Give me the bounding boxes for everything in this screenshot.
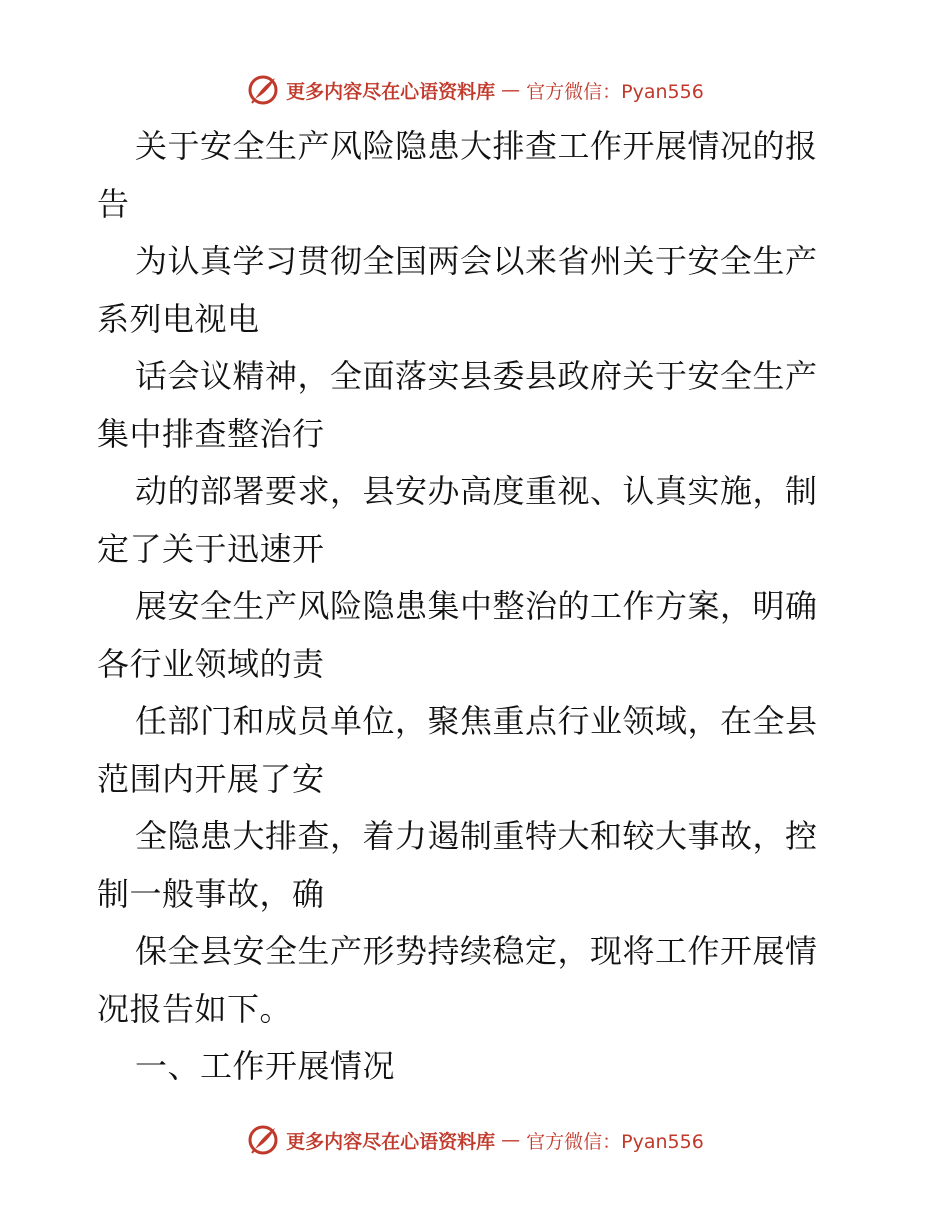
paragraph-line: 制一般事故，确 [97, 874, 325, 913]
feather-pen-circle-icon [246, 1123, 280, 1157]
watermark-site-text: 更多内容尽在心语资料库 [286, 80, 496, 103]
paragraph-line: 任部门和成员单位，聚焦重点行业领域，在全县 [135, 702, 818, 740]
paragraph-line: 系列电视电 [97, 299, 260, 338]
paragraph-line: 范围内开展了安 [97, 759, 325, 798]
paragraph-line: 保全县安全生产形势持续稳定，现将工作开展情 [135, 932, 818, 970]
title-line-2: 告 [97, 184, 130, 223]
paragraph-line: 集中排查整治行 [97, 414, 325, 453]
paragraph-line: 各行业领域的责 [97, 644, 325, 683]
section-heading: 一、工作开展情况 [135, 1047, 396, 1085]
paragraph-line: 动的部署要求，县安办高度重视、认真实施，制 [135, 472, 818, 510]
paragraph-line: 话会议精神，全面落实县委县政府关于安全生产 [135, 357, 818, 395]
document-body [97, 118, 857, 1096]
paragraph-line: 展安全生产风险隐患集中整治的工作方案，明确 [135, 587, 818, 625]
header-watermark [0, 70, 950, 110]
watermark-account-text: 官方微信：Pyan556 [526, 1130, 704, 1153]
title-line-1: 关于安全生产风险隐患大排查工作开展情况的报 [135, 127, 818, 165]
footer-watermark [0, 1120, 950, 1160]
watermark-dash: — [501, 1129, 521, 1151]
watermark-site-text: 更多内容尽在心语资料库 [286, 1130, 496, 1153]
paragraph-line: 为认真学习贯彻全国两会以来省州关于安全生产 [135, 242, 818, 280]
paragraph-line: 定了关于迅速开 [97, 529, 325, 568]
feather-pen-circle-icon [246, 73, 280, 107]
watermark-account-text: 官方微信：Pyan556 [526, 80, 704, 103]
paragraph-line: 况报告如下。 [97, 989, 293, 1028]
paragraph-line: 全隐患大排查，着力遏制重特大和较大事故，控 [135, 817, 818, 855]
watermark-dash: — [501, 79, 521, 101]
